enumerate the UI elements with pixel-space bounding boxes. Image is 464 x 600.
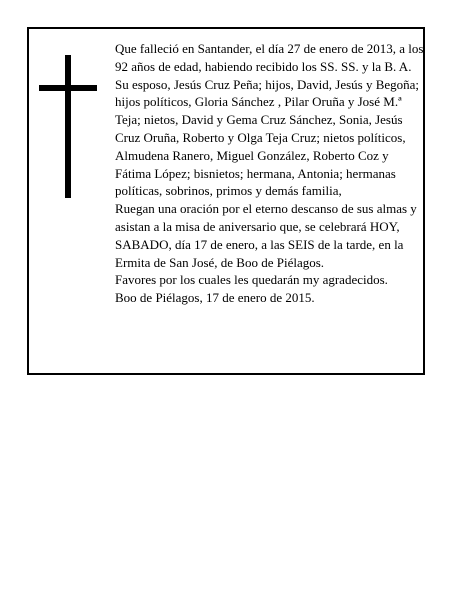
death-announcement: Que falleció en Santander, el día 27 de enero de 2013, a los 92 años de edad, habiendo recibido los SS. SS. y la B. A. <box>115 41 424 74</box>
gratitude-line: Favores por los cuales les quedarán my agradecidos. <box>115 272 388 288</box>
cross-horizontal-bar <box>39 85 97 91</box>
mass-invitation: Ruegan una oración por el eterno descanso de sus almas y asistan a la misa de aniversario que, se celebrará HOY, SABADO, día 17 de enero, a las SEIS de la tarde, en la Ermita de San José, de Boo de Piélagos. <box>115 201 417 270</box>
notice-body <box>115 40 425 307</box>
cross-vertical-bar <box>65 55 71 198</box>
family-list: Su esposo, Jesús Cruz Peña; hijos, David, Jesús y Begoña; hijos políticos, Gloria Sánchez , Pilar Oruña y José M.ª Teja; nietos, David y Gema Cruz Sánchez, Sonia, Jesús Cruz Oruña, Roberto y Olga Teja Cruz; nietos políticos, Almudena Ranero, Miguel González, Roberto Coz y Fátima López; bisnietos; hermana, Antonia; hermanas políticas, sobrinos, primos y demás familia, <box>115 76 420 199</box>
obituary-notice <box>27 27 425 375</box>
place-date-line: Boo de Piélagos, 17 de enero de 2015. <box>115 290 315 306</box>
cross-icon <box>39 55 97 198</box>
